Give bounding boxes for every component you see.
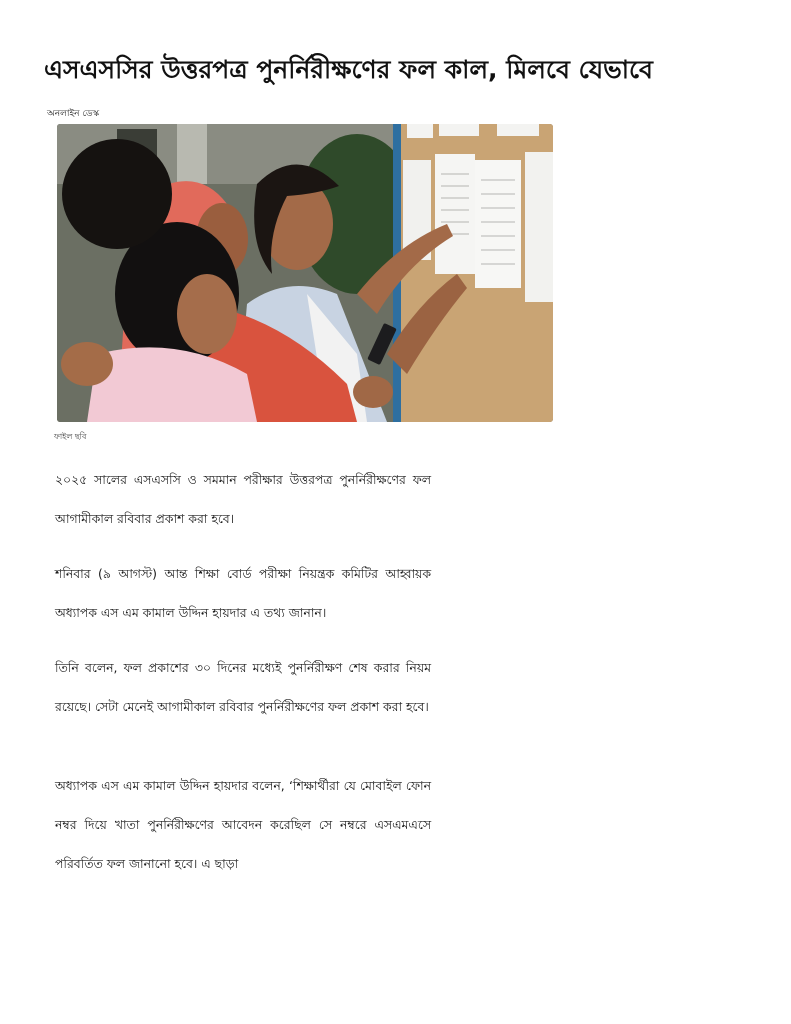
students-checking-results-illustration [57, 124, 553, 422]
image-caption: ফাইল ছবি [54, 432, 87, 441]
article-photo [57, 124, 553, 422]
article-paragraph: অধ্যাপক এস এম কামাল উদ্দিন হায়দার বলেন, ‘শিক্ষার্থীরা যে মোবাইল ফোন নম্বর দিয়ে খাতা পুনর্নিরীক্ষণের আবেদন করেছিল সে নম্বরে এসএমএসে পরিবর্তিত ফল জানানো হবে। এ ছাড়া [55, 778, 431, 871]
article-body [55, 460, 431, 899]
article-paragraph: তিনি বলেন, ফল প্রকাশের ৩০ দিনের মধ্যেই পুনর্নিরীক্ষণ শেষ করার নিয়ম রয়েছে। সেটা মেনেই আগামীকাল রবিবার পুনর্নিরীক্ষণের ফল প্রকাশ করা হবে। [55, 660, 431, 714]
article-byline[interactable]: অনলাইন ডেস্ক [47, 109, 100, 119]
article-paragraph: শনিবার (৯ আগস্ট) আন্ত শিক্ষা বোর্ড পরীক্ষা নিয়ন্ত্রক কমিটির আহ্বায়ক অধ্যাপক এস এম কামাল উদ্দিন হায়দার এ তথ্য জানান। [55, 566, 431, 620]
article-headline: এসএসসির উত্তরপত্র পুনর্নিরীক্ষণের ফল কাল, মিলবে যেভাবে [44, 55, 653, 84]
article-paragraph: ২০২৫ সালের এসএসসি ও সমমান পরীক্ষার উত্তরপত্র পুনর্নিরীক্ষণের ফল আগামীকাল রবিবার প্রকাশ করা হবে। [55, 472, 431, 526]
